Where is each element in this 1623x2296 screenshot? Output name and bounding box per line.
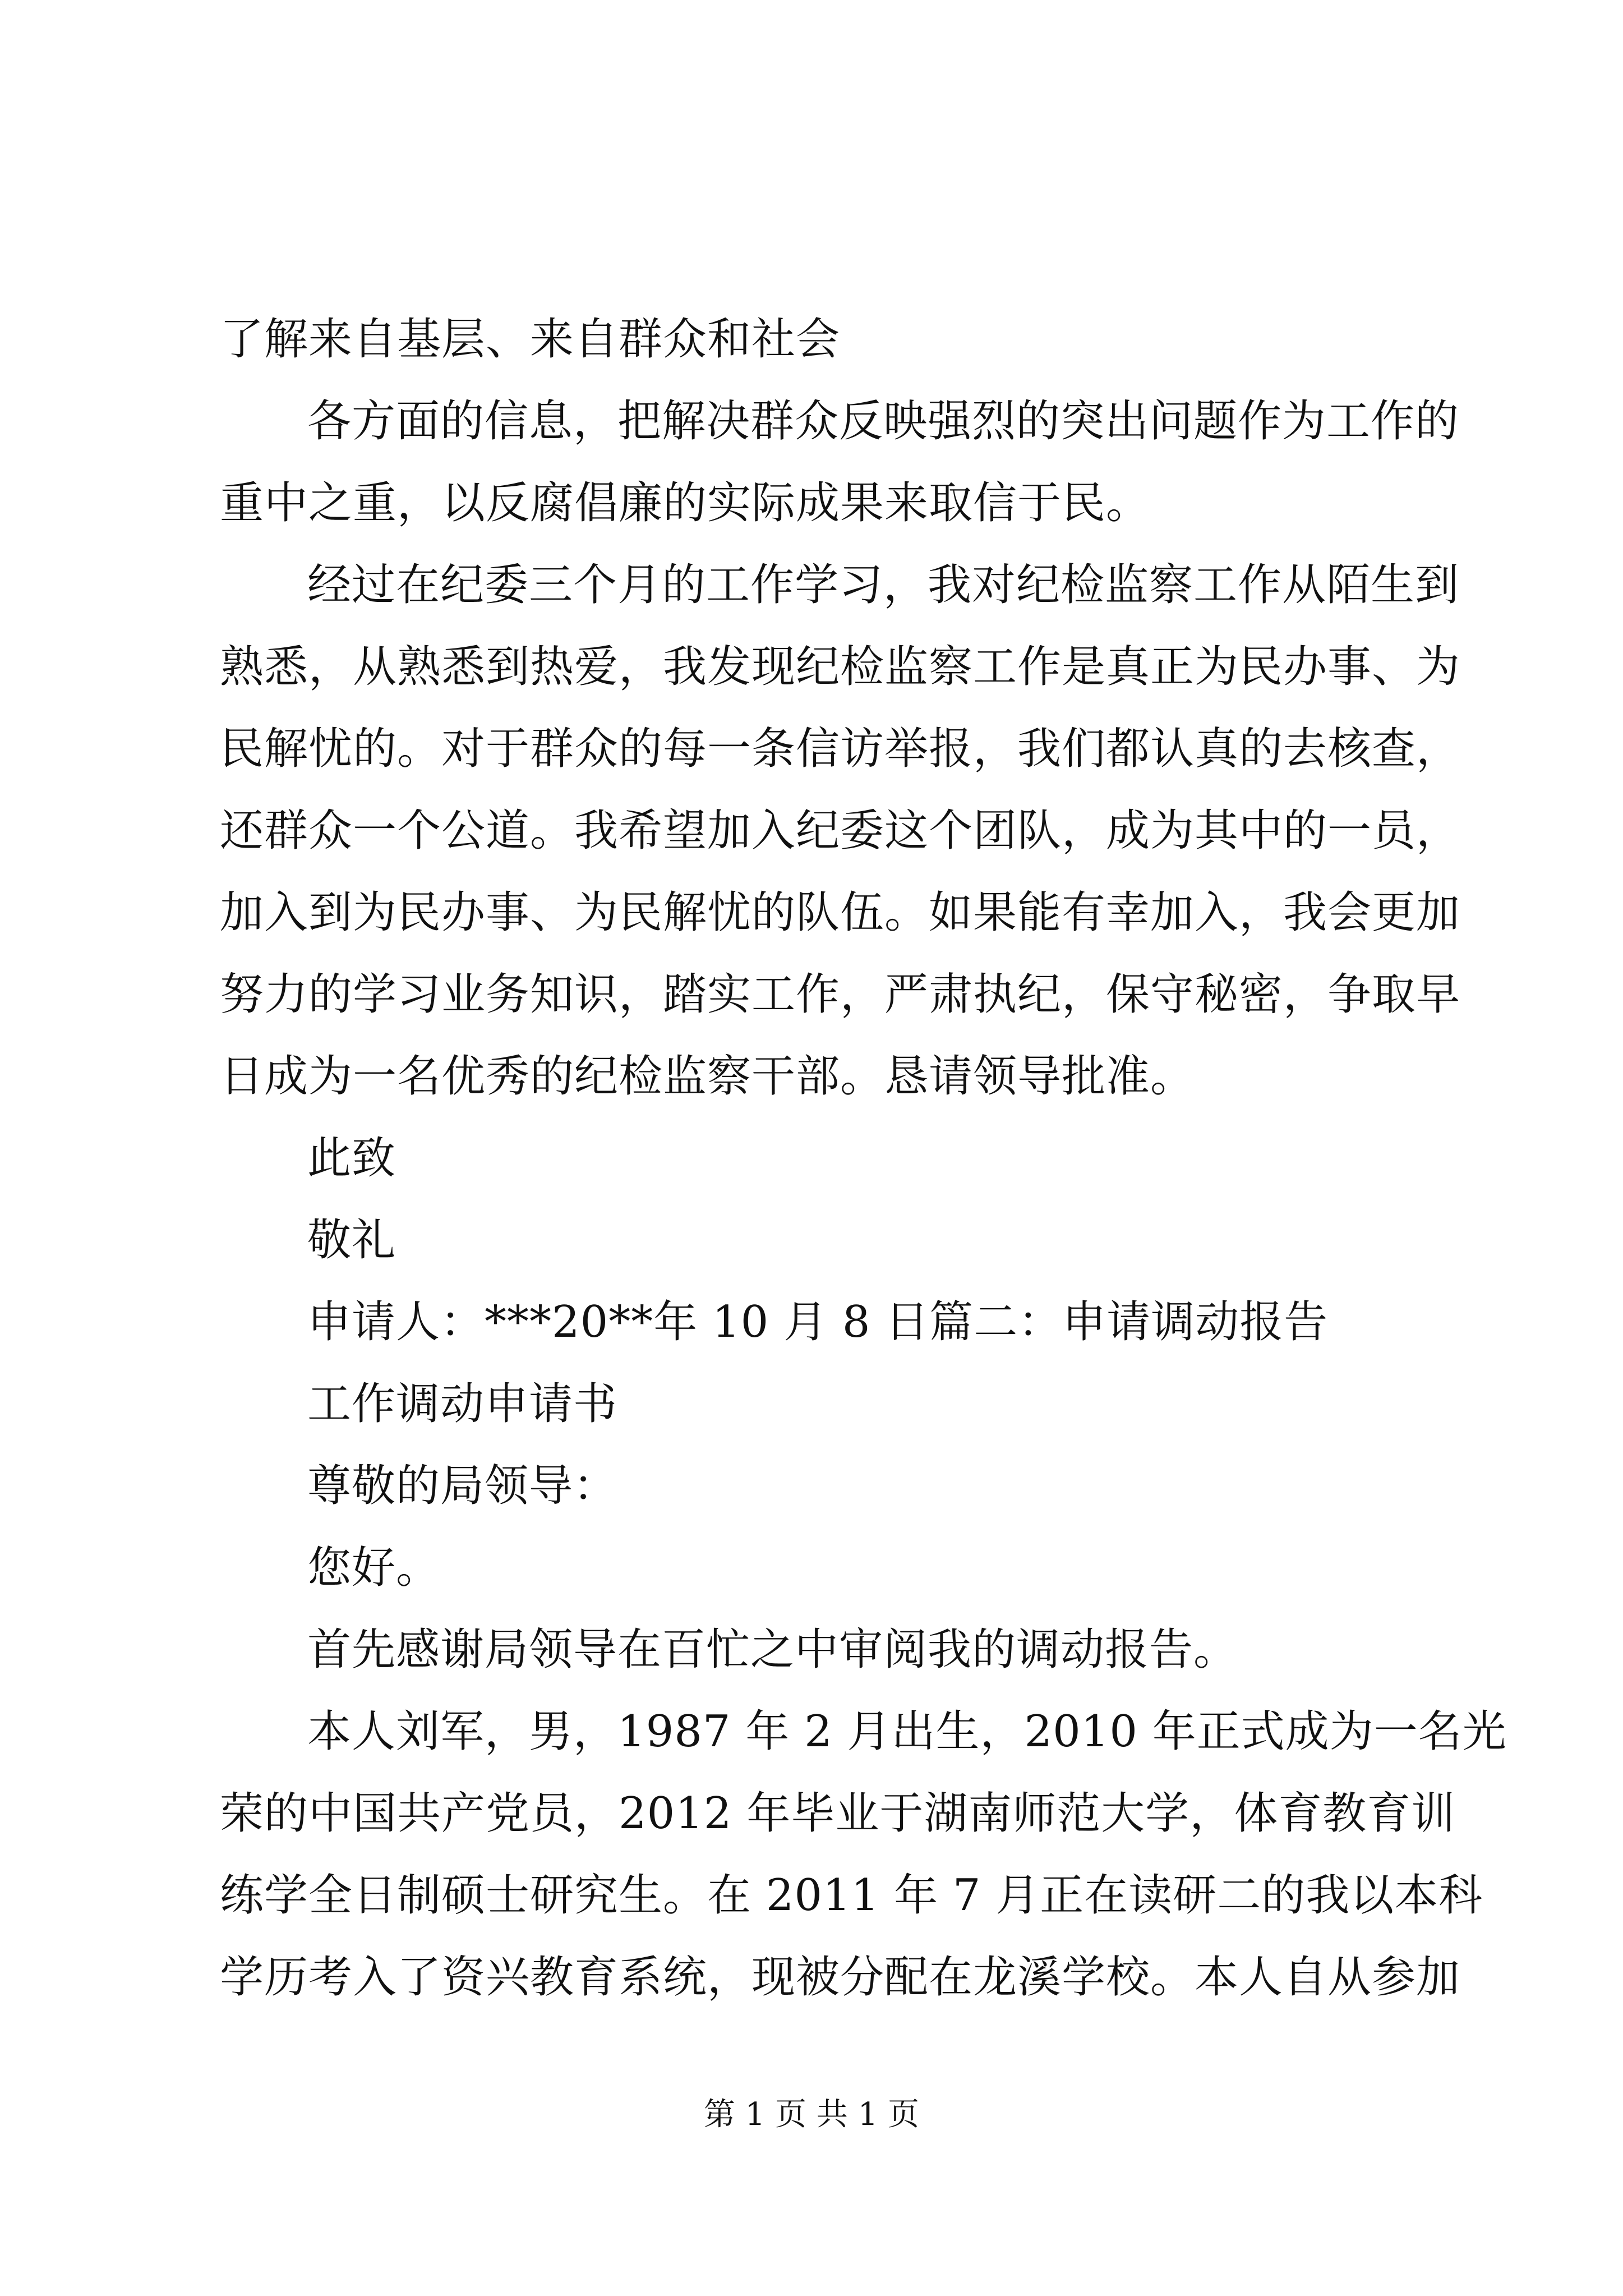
text-line: 本人刘军，男，1987 年 2 月出生，2010 年正式成为一名光 — [307, 1706, 1507, 1757]
text-line: 努力的学习业务知识，踏实工作，严肃执纪，保守秘密，争取早 — [220, 969, 1461, 1020]
salutation-line: 敬礼 — [307, 1215, 396, 1266]
section-title: 工作调动申请书 — [307, 1379, 618, 1429]
page-footer: 第 1 页 共 1 页 — [703, 2096, 920, 2133]
text-line: 首先感谢局领导在百忙之中审阅我的调动报告。 — [307, 1625, 1238, 1675]
text-line: 还群众一个公道。我希望加入纪委这个团队，成为其中的一员， — [220, 806, 1461, 856]
text-line: 各方面的信息，把解决群众反映强烈的突出问题作为工作的 — [307, 396, 1460, 447]
text-line: 重中之重，以反腐倡廉的实际成果来取信于民。 — [220, 478, 1151, 528]
text-line: 加入到为民办事、为民解忧的队伍。如果能有幸加入，我会更加 — [220, 887, 1461, 938]
greeting-line: 尊敬的局领导： — [307, 1461, 618, 1511]
document-body — [220, 298, 1507, 2018]
text-line: 民解忧的。对于群众的每一条信访举报，我们都认真的去核查， — [220, 724, 1461, 774]
text-line: 学历考入了资兴教育系统，现被分配在龙溪学校。本人自从参加 — [220, 1952, 1461, 2003]
text-line: 了解来自基层、来自群众和社会 — [220, 314, 841, 365]
text-line: 日成为一名优秀的纪检监察干部。恳请领导批准。 — [220, 1051, 1195, 1102]
signature-line: 申请人：***20**年 10 月 8 日篇二：申请调动报告 — [307, 1297, 1329, 1347]
salutation-line: 此致 — [307, 1133, 396, 1184]
text-line: 熟悉，从熟悉到热爱，我发现纪检监察工作是真正为民办事、为 — [220, 642, 1461, 692]
text-line: 经过在纪委三个月的工作学习，我对纪检监察工作从陌生到 — [307, 560, 1460, 610]
text-line: 练学全日制硕士研究生。在 2011 年 7 月正在读研二的我以本科 — [220, 1870, 1483, 1921]
text-line: 荣的中国共产党员，2012 年毕业于湖南师范大学，体育教育训 — [220, 1788, 1456, 1839]
greeting-line: 您好。 — [307, 1543, 441, 1593]
